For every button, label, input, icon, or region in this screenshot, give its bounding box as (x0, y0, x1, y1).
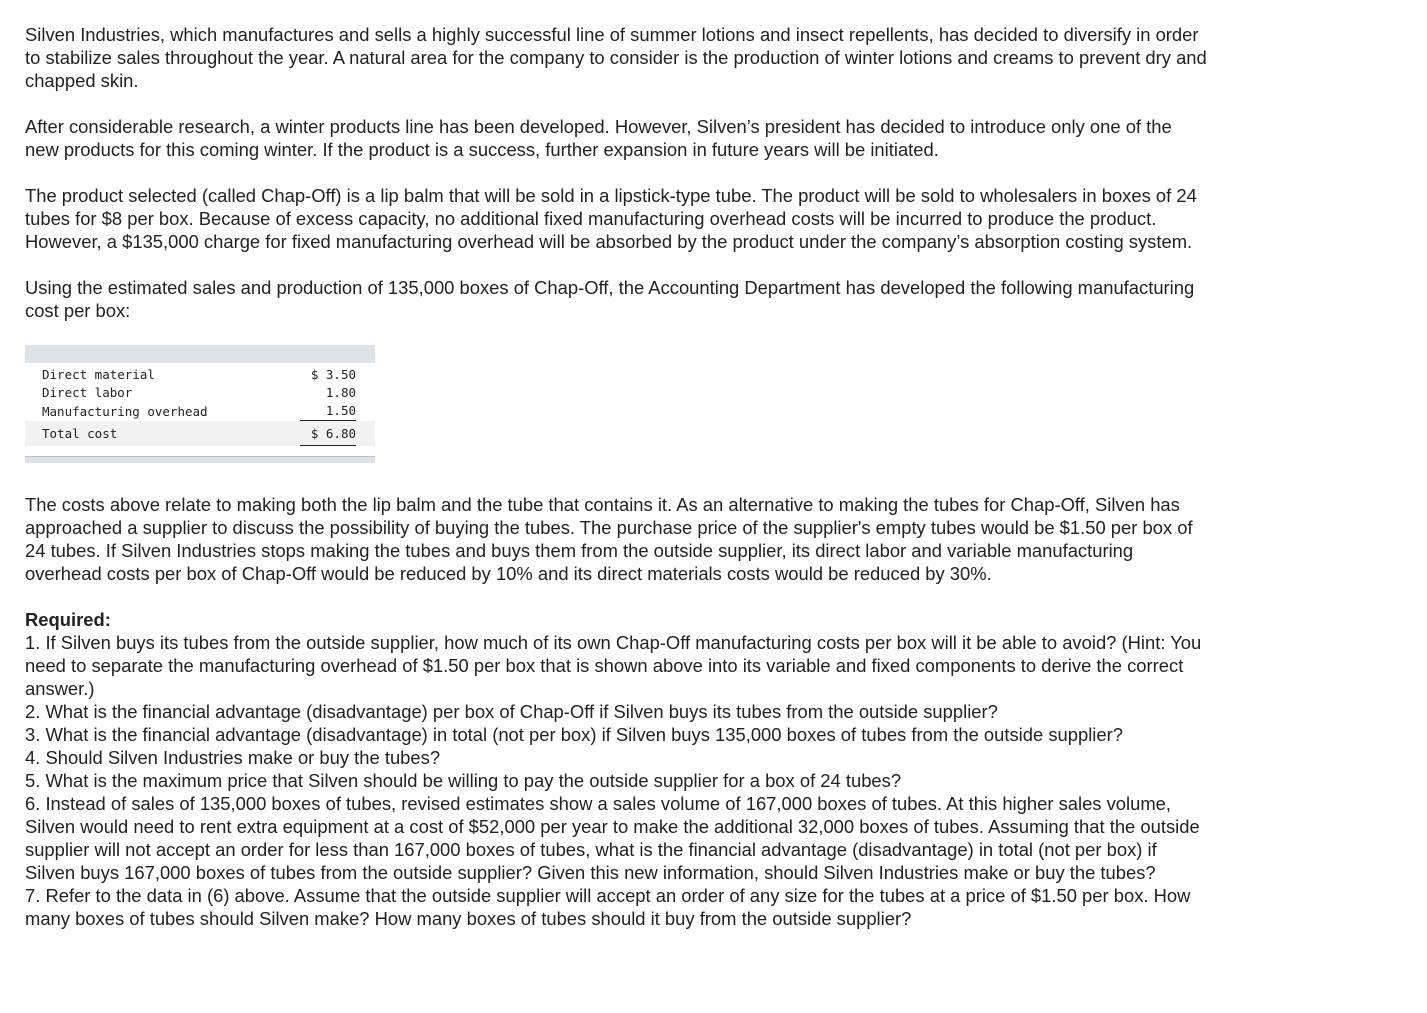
problem-content (25, 23, 1210, 930)
table-row (25, 363, 375, 384)
question-2: 2. What is the financial advantage (disadvantage) per box of Chap-Off if Silven buys its tubes from the outside supplier? (25, 701, 998, 722)
table-row (25, 402, 375, 421)
total-cost-value: $ 6.80 (300, 423, 356, 446)
intro-paragraph-4: Using the estimated sales and production of 135,000 boxes of Chap-Off, the Accounting Department has developed the following manufacturing cost per box: (25, 277, 1195, 321)
table-header-bar (25, 345, 375, 363)
question-6: 6. Instead of sales of 135,000 boxes of tubes, revised estimates show a sales volume of 167,000 boxes of tubes. At this higher sales volume, Silven would need to rent extra equipment at a cost of $52,000 per year to make the additional 32,000 boxes of tubes. Assuming that the outside supplier will not accept an order for less than 167,000 boxes of tubes, what is the financial advantage (disadvantage) in total (not per box) if Silven buys 167,000 boxes of tubes from the outside supplier? Given this new information, should Silven Industries make or buy the tubes? (25, 793, 1200, 883)
row-value-manufacturing-overhead: 1.50 (300, 402, 356, 421)
table-footer-bar (25, 456, 375, 463)
row-label-direct-material: Direct material (25, 363, 297, 384)
required-title: Required: (25, 609, 111, 630)
row-label-direct-labor: Direct labor (25, 384, 297, 402)
intro-paragraph-2: After considerable research, a winter products line has been developed. However, Silven’s president has decided to introduce only one of the new products for this coming winter. If the product is a success, further expansion in future years will be initiated. (25, 116, 1172, 160)
question-4: 4. Should Silven Industries make or buy the tubes? (25, 747, 441, 768)
intro-paragraph-1: Silven Industries, which manufactures and sells a highly successful line of summer lotions and insect repellents, has decided to diversify in order to stabilize sales throughout the year. A natural area for the company to consider is the production of winter lotions and creams to prevent dry and chapped skin. (25, 24, 1207, 91)
required-section (25, 608, 1210, 930)
question-1: 1. If Silven buys its tubes from the outside supplier, how much of its own Chap-Off manufacturing costs per box will it be able to avoid? (Hint: You need to separate the manufacturing overhead of $1.50 per box that is shown above into its variable and fixed components to derive the correct answer.) (25, 632, 1202, 699)
table-row (25, 384, 375, 402)
table-total-row (25, 421, 375, 446)
alternative-paragraph: The costs above relate to making both the lip balm and the tube that contains it. As an alternative to making the tubes for Chap-Off, Silven has approached a supplier to discuss the possibility of buying the tubes. The purchase price of the supplier's empty tubes would be $1.50 per box of 24 tubes. If Silven Industries stops making the tubes and buys them from the outside supplier, its direct labor and variable manufacturing overhead costs per box of Chap-Off would be reduced by 10% and its direct materials costs would be reduced by 30%. (25, 494, 1193, 584)
row-value-direct-material: $ 3.50 (310, 367, 356, 382)
question-3: 3. What is the financial advantage (disadvantage) in total (not per box) if Silven buys 135,000 boxes of tubes from the outside supplier? (25, 724, 1123, 745)
row-label-manufacturing-overhead: Manufacturing overhead (25, 402, 297, 421)
question-7: 7. Refer to the data in (6) above. Assume that the outside supplier will accept an order of any size for the tubes at a price of $1.50 per box. How many boxes of tubes should Silven make? How many boxes of tubes should it buy from the outside supplier? (25, 885, 1191, 929)
cost-per-box-table (25, 363, 375, 446)
row-value-direct-labor: 1.80 (325, 385, 356, 400)
question-5: 5. What is the maximum price that Silven should be willing to pay the outside supplier for a box of 24 tubes? (25, 770, 902, 791)
total-cost-label: Total cost (25, 421, 297, 446)
cost-table-container (25, 345, 375, 463)
intro-paragraph-3: The product selected (called Chap-Off) is a lip balm that will be sold in a lipstick-type tube. The product will be sold to wholesalers in boxes of 24 tubes for $8 per box. Because of excess capacity, no additional fixed manufacturing overhead costs will be incurred to produce the product. However, a $135,000 charge for fixed manufacturing overhead will be absorbed by the product under the company’s absorption costing system. (25, 185, 1197, 252)
